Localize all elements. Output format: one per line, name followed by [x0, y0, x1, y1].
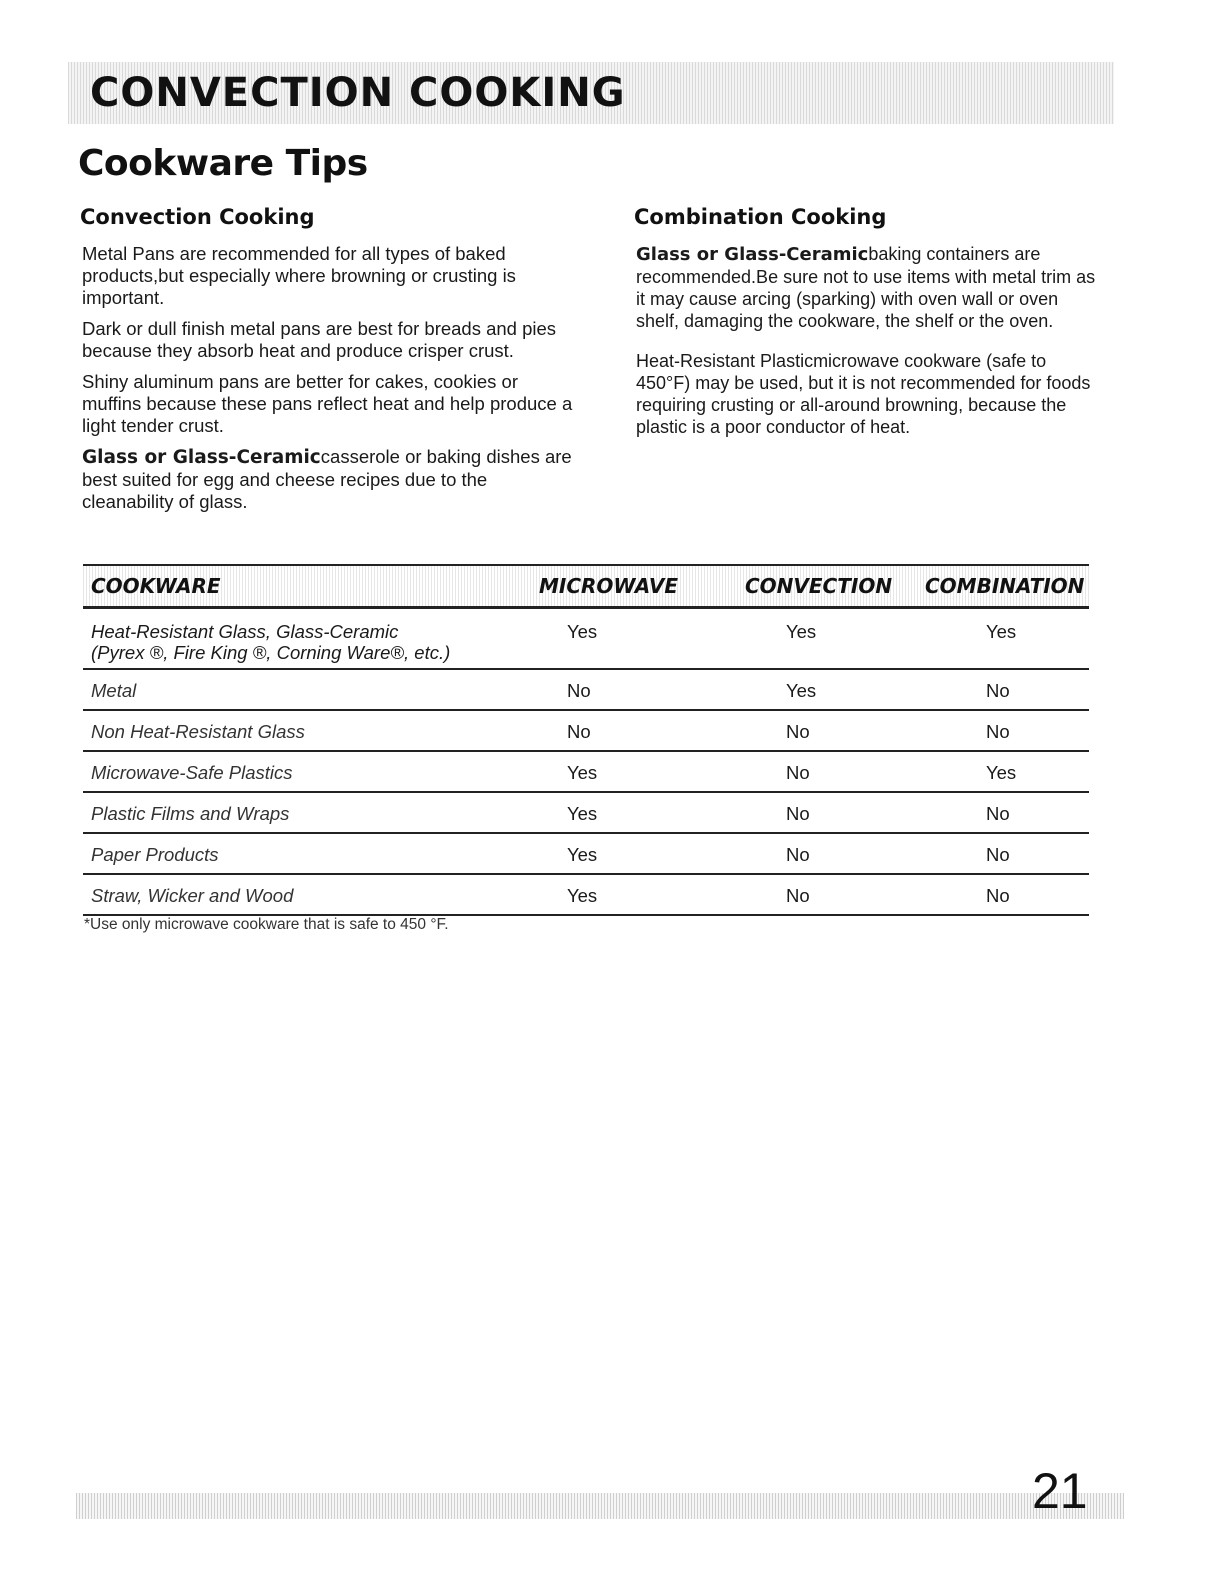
table-row — [83, 711, 1089, 752]
microwave-value: No — [567, 680, 591, 701]
table-header — [83, 564, 1089, 609]
combination-paragraph-2: Heat-Resistant Plasticmicrowave cookware (safe to 450°F) may be used, but it is not recommended for foods requiring crusting or all-around browning, because the plastic is a poor conductor of heat. — [636, 351, 1091, 437]
cookware-name-line1: Heat-Resistant Glass, Glass-Ceramic — [91, 621, 399, 642]
header-combination: COMBINATION — [925, 574, 1085, 598]
combination-heading: Combination Cooking — [634, 205, 887, 229]
cookware-name: Plastic Films and Wraps — [91, 803, 290, 824]
combination-value: No — [986, 680, 1010, 701]
combination-paragraph-1 — [636, 243, 1104, 332]
section-banner — [68, 62, 1114, 124]
convection-value: Yes — [786, 680, 817, 701]
combination-value: No — [986, 803, 1010, 824]
cookware-name — [91, 621, 450, 663]
convection-paragraph-4 — [82, 446, 580, 513]
footer-bar — [76, 1493, 1124, 1519]
banner-title: CONVECTION COOKING — [90, 70, 626, 116]
convection-glass-bold: Glass or Glass-Ceramic — [82, 447, 321, 468]
convection-value: No — [786, 762, 810, 783]
cookware-name: Metal — [91, 680, 137, 701]
combination-value: Yes — [986, 762, 1017, 783]
convection-paragraph-1: Metal Pans are recommended for all types of baked products,but especially where browning or crusting is important. — [82, 243, 516, 308]
cookware-name: Paper Products — [91, 844, 219, 865]
microwave-value: No — [567, 721, 591, 742]
page-title: Cookware Tips — [78, 143, 368, 184]
convection-value: No — [786, 803, 810, 824]
combination-value: No — [986, 721, 1010, 742]
combination-value: Yes — [986, 621, 1017, 642]
header-convection: CONVECTION — [745, 574, 893, 598]
table-row — [83, 670, 1089, 711]
table-row — [83, 752, 1089, 793]
convection-paragraph-3: Shiny aluminum pans are better for cakes, cookies or muffins because these pans reflect heat and help produce a light tender crust. — [82, 371, 573, 436]
microwave-value: Yes — [567, 762, 598, 783]
combination-value: No — [986, 844, 1010, 865]
convection-paragraph-2: Dark or dull finish metal pans are best for breads and pies because they absorb heat and produce crisper crust. — [82, 318, 557, 361]
cookware-name: Straw, Wicker and Wood — [91, 885, 294, 906]
combination-glass-text: baking containers are recommended.Be sure not to use items with metal trim as it may cause arcing (sparking) with oven wall or oven shelf, damaging the cookware, the shelf or the oven. — [636, 244, 1096, 331]
header-cookware: COOKWARE — [91, 574, 221, 598]
microwave-value: Yes — [567, 621, 598, 642]
page-number: 21 — [1032, 1463, 1088, 1519]
combination-value: No — [986, 885, 1010, 906]
convection-value: No — [786, 721, 810, 742]
convection-value: No — [786, 844, 810, 865]
convection-value: Yes — [786, 621, 817, 642]
cookware-name: Non Heat-Resistant Glass — [91, 721, 305, 742]
convection-heading: Convection Cooking — [80, 205, 315, 229]
table-footnote: *Use only microwave cookware that is safe to 450 °F. — [84, 916, 449, 933]
cookware-table — [83, 564, 1089, 916]
cookware-name-line2: (Pyrex ®, Fire King ®, Corning Ware®, etc.) — [91, 642, 451, 663]
microwave-value: Yes — [567, 803, 598, 824]
table-row — [83, 834, 1089, 875]
convection-cooking-section — [80, 205, 580, 522]
microwave-value: Yes — [567, 885, 598, 906]
header-microwave: MICROWAVE — [539, 574, 679, 598]
table-row — [83, 875, 1089, 916]
table-row — [83, 793, 1089, 834]
convection-value: No — [786, 885, 810, 906]
microwave-value: Yes — [567, 844, 598, 865]
convection-glass-text: casserole or baking dishes are best suited for egg and cheese recipes due to the cleanability of glass. — [82, 446, 572, 512]
cookware-name: Microwave-Safe Plastics — [91, 762, 293, 783]
combination-glass-bold: Glass or Glass-Ceramic — [636, 244, 869, 265]
table-row — [83, 609, 1089, 670]
combination-cooking-section — [634, 205, 1104, 447]
